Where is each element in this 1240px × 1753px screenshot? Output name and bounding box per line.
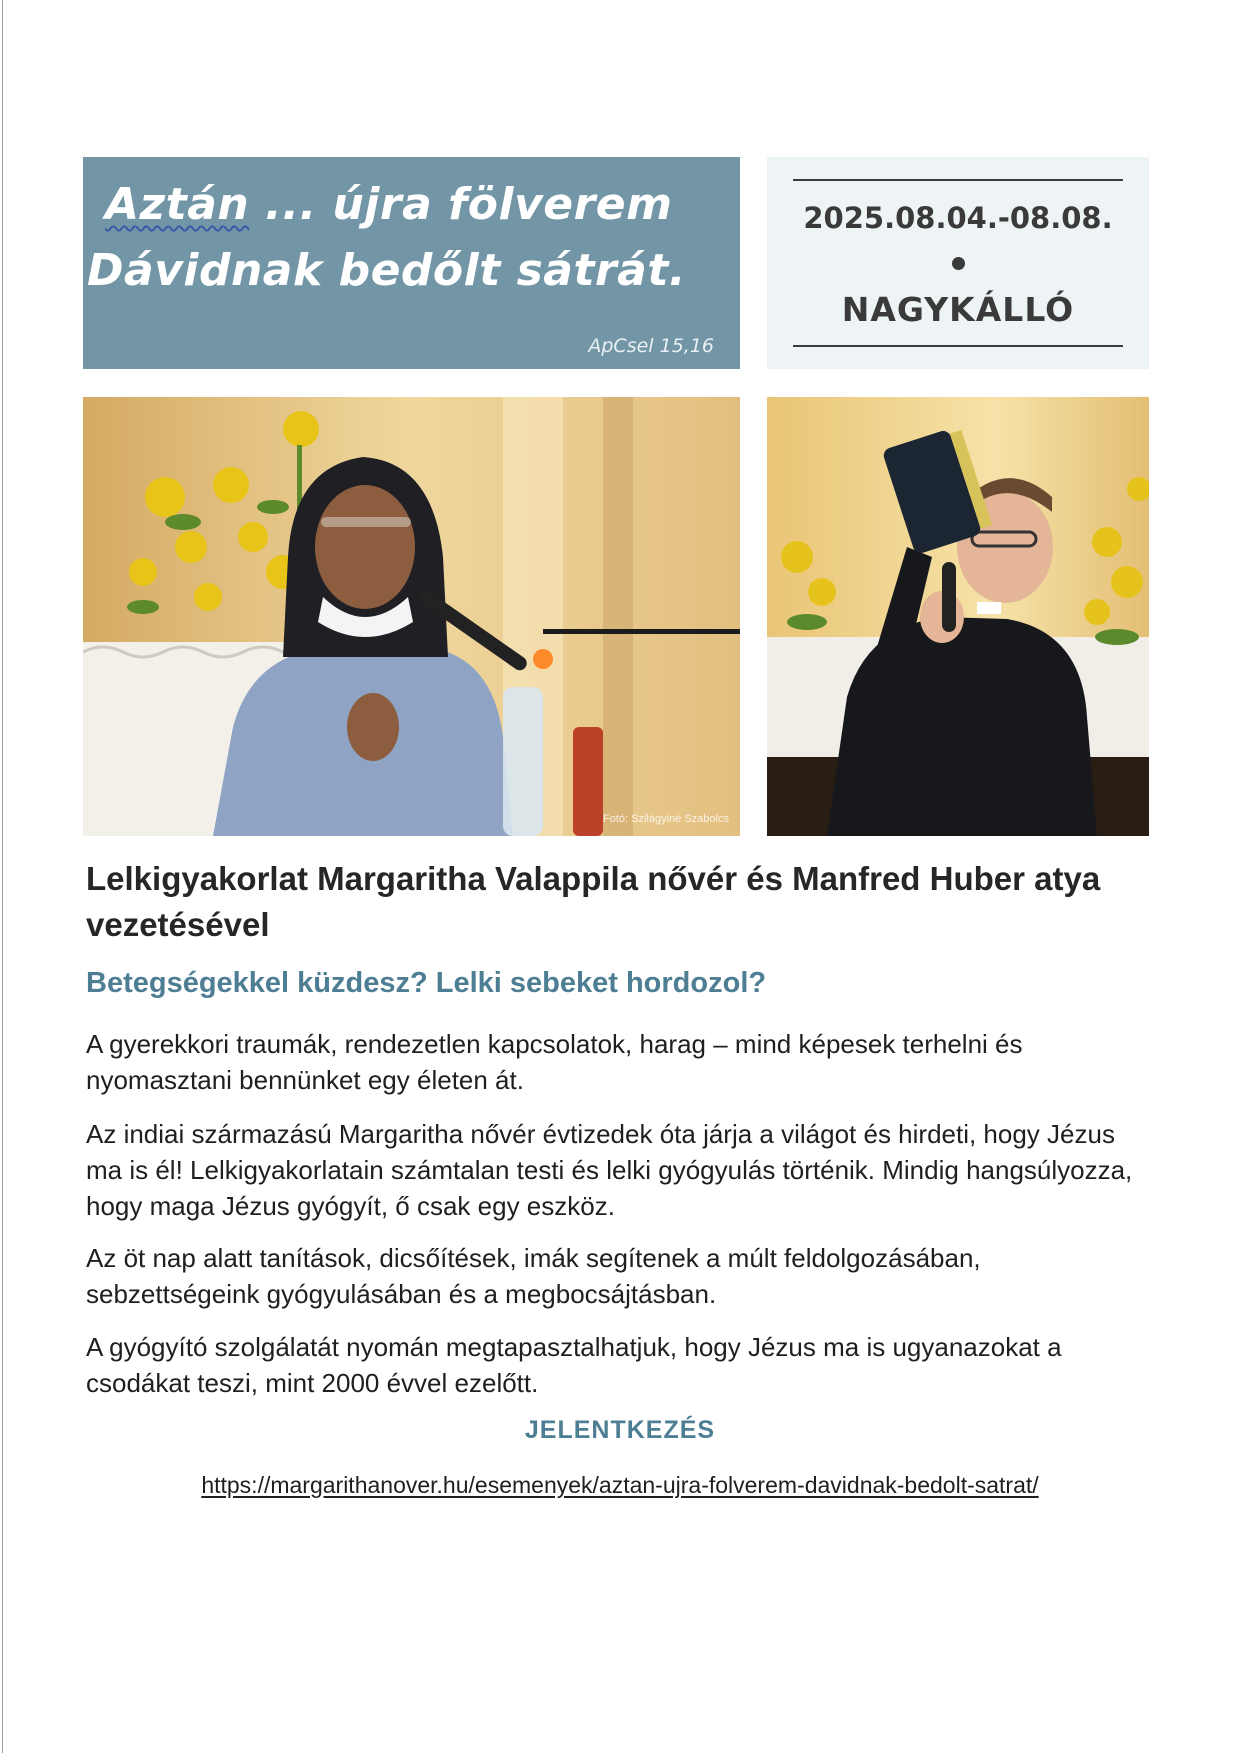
divider-bottom bbox=[793, 345, 1123, 347]
quote-line-1 bbox=[105, 179, 672, 230]
quote-banner bbox=[83, 157, 740, 369]
signup-heading: JELENTKEZÉS bbox=[524, 1416, 716, 1444]
paragraph-3: Az öt nap alatt tanítások, dicsőítések, imák segítenek a múlt feldolgozásában, sebzettségeink gyógyulásában és a megbocsájtásban. bbox=[86, 1243, 981, 1309]
bullet-dot-icon bbox=[952, 257, 965, 270]
paragraph-4: A gyógyító szolgálatát nyomán megtapasztalhatjuk, hogy Jézus ma is ugyanazokat a csodákat teszi, mint 2000 évvel ezelőtt. bbox=[86, 1332, 1062, 1398]
photo-sister-speaking bbox=[83, 397, 740, 836]
event-info-box bbox=[767, 157, 1149, 369]
event-date: 2025.08.04.-08.08. bbox=[803, 201, 1113, 235]
photo-watermark: Fotó: Szilágyiné Szabolcs bbox=[603, 813, 729, 825]
paragraph-1: A gyerekkori traumák, rendezetlen kapcsolatok, harag – mind képesek terhelni és nyomasztani bennünket egy életen át. bbox=[86, 1029, 1023, 1095]
quote-line-1-rest: ... újra fölverem bbox=[249, 179, 673, 230]
subtitle: Betegségekkel küzdesz? Lelki sebeket hordozol? bbox=[86, 967, 767, 999]
paragraph-2: Az indiai származású Margaritha nővér évtizedek óta járja a világot és hirdeti, hogy Jézus ma is él! Lelkigyakorlatain számtalan testi és lelki gyógyulás történik. Mindig hangsúlyozza, hogy maga Jézus gyógyít, ő csak egy eszköz. bbox=[86, 1119, 1133, 1221]
page-title: Lelkigyakorlat Margaritha Valappila nővér és Manfred Huber atya vezetésével bbox=[86, 860, 1101, 943]
quote-line-2: Dávidnak bedőlt sátrát. bbox=[87, 245, 687, 296]
quote-first-word: Aztán bbox=[105, 179, 250, 230]
divider-top bbox=[793, 179, 1123, 181]
bible-reference: ApCsel 15,16 bbox=[588, 335, 714, 357]
photo-priest-with-bible bbox=[767, 397, 1149, 836]
signup-link[interactable]: https://margarithanover.hu/esemenyek/aztan-ujra-folverem-davidnak-bedolt-satrat/ bbox=[201, 1472, 1039, 1498]
event-place: NAGYKÁLLÓ bbox=[841, 290, 1075, 329]
